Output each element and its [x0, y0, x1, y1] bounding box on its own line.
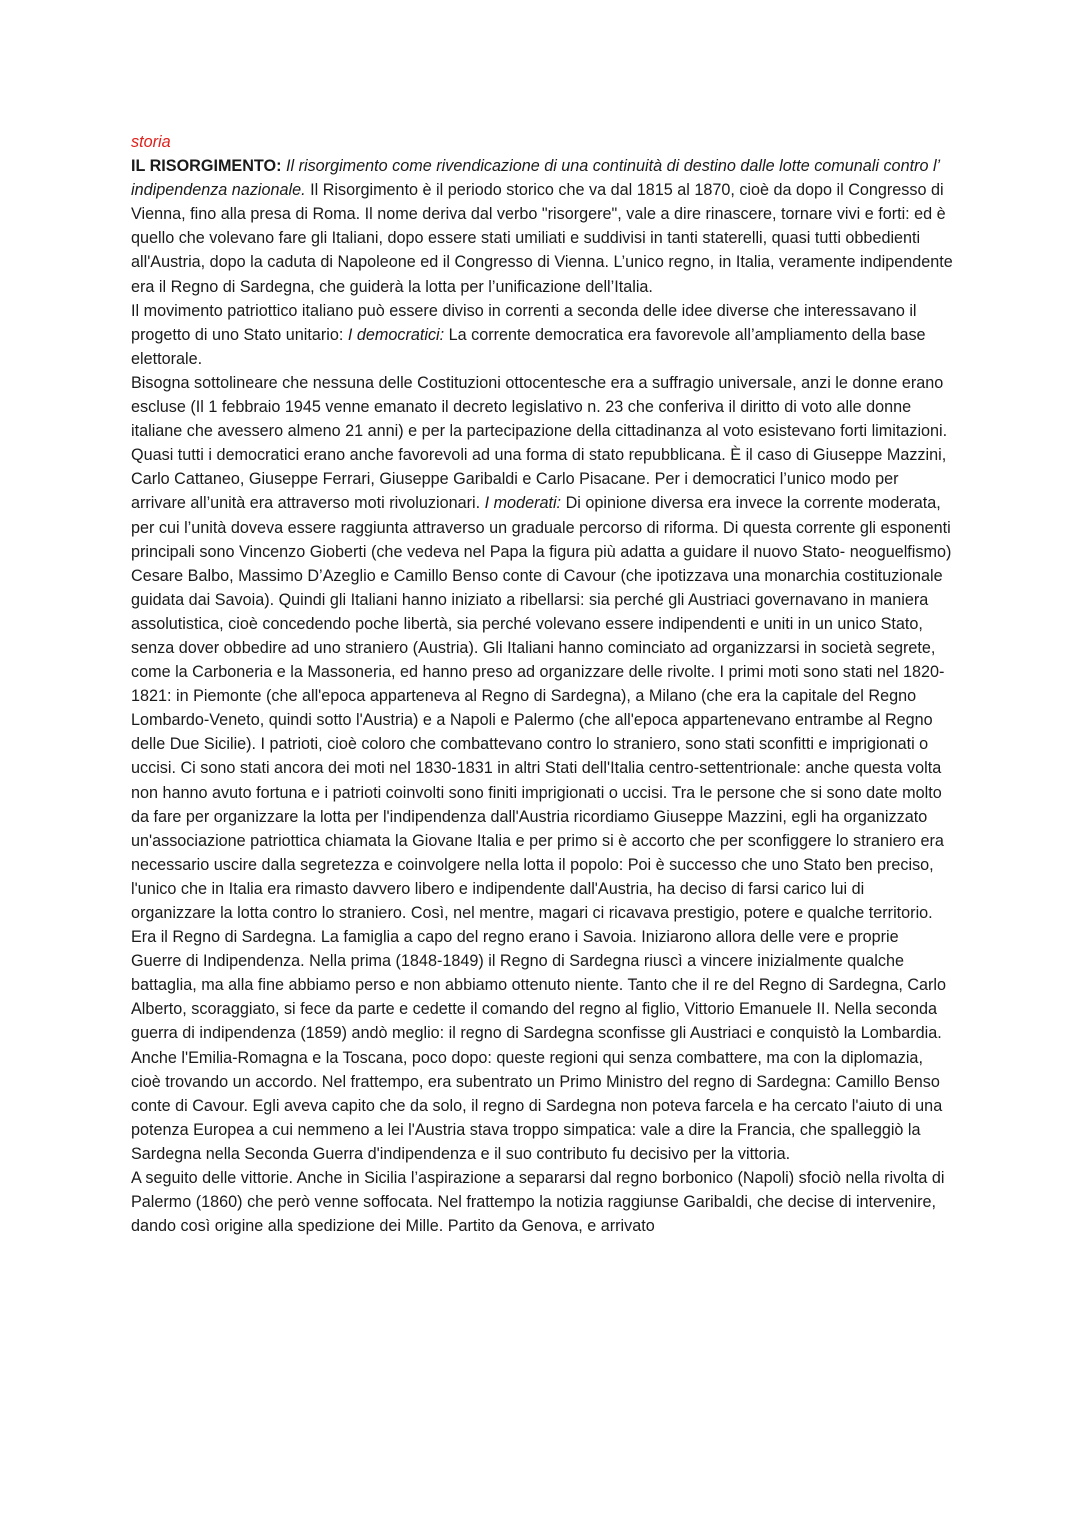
- paragraph-text: Il movimento patriottico italiano può essere diviso in correnti a seconda delle idee diverse che interessavano il progetto di uno Stato unitario:: [131, 301, 917, 344]
- paragraph-intro: [131, 154, 953, 299]
- paragraph-text: Bisogna sottolineare che nessuna delle Costituzioni ottocentesche era a suffragio universale, anzi le donne erano escluse (Il 1 febbraio 1945 venne emanato il decreto legislativo n. 23 che conferiva il diritto di voto alle donne italiane che avessero almeno 21 anni) e per la partecipazione della cittadinanza al voto esistevano forti limitazioni. Quasi tutti i democratici erano anche favorevoli ad una forma di stato repubblicana. È il caso di Giuseppe Mazzini, Carlo Cattaneo, Giuseppe Ferrari, Giuseppe Garibaldi e Carlo Pisacane. Per i democratici l’unico modo per arrivare all’unità era attraverso moti rivoluzionari.: [131, 373, 948, 513]
- term-democratici: I democratici:: [347, 325, 445, 344]
- term-moderati: I moderati:: [484, 494, 562, 513]
- paragraph-text: A seguito delle vittorie. Anche in Sicilia l’aspirazione a separarsi dal regno borbonico (Napoli) sfociò nella rivolta di Palermo (1860) che però venne soffocata. Nel frattempo la notizia raggiunse Garibaldi, che decise di intervenire, dando così origine alla spedizione dei Mille. Partito da Genova, e arrivato: [131, 1169, 945, 1236]
- paragraph-currents: [131, 299, 953, 371]
- section-subtitle: Il risorgimento come rivendicazione di una continuità di destino dalle lotte comunali contro l’ indipendenza nazionale.: [131, 157, 940, 200]
- paragraph-main: [131, 371, 953, 1166]
- paragraph-text: Il Risorgimento è il periodo storico che va dal 1815 al 1870, cioè da dopo il Congresso di Vienna, fino alla presa di Roma. Il nome deriva dal verbo "risorgere", vale a dire rinascere, tornare vivi e forti: ed è quello che volevano fare gli Italiani, dopo essere stati umiliati e suddivisi in tanti staterelli, quasi tutti obbedienti all'Austria, dopo la caduta di Napoleone ed il Congresso di Vienna. L’unico regno, in Italia, veramente indipendente era il Regno di Sardegna, che guiderà la lotta per l’unificazione dell’Italia.: [131, 181, 953, 296]
- document-body: [131, 130, 953, 1238]
- paragraph-text: Di opinione diversa era invece la corrente moderata, per cui l’unità doveva essere raggiunta attraverso un graduale percorso di riforma. Di questa corrente gli esponenti principali sono Vincenzo Gioberti (che vedeva nel Papa la figura più adatta a guidare il nuovo Stato- neoguelfismo) Cesare Balbo, Massimo D’Azeglio e Camillo Benso conte di Cavour (che ipotizzava una monarchia costituzionale guidata dai Savoia). Quindi gli Italiani hanno iniziato a ribellarsi: sia perché gli Austriaci governavano in maniera assolutistica, cioè concedendo poche libertà, sia perché volevano essere indipendenti e uniti in un unico Stato, senza dover obbedire ad uno straniero (Austria). Gli Italiani hanno cominciato ad organizzarsi in società segrete, come la Carboneria e la Massoneria, ed hanno preso ad organizzare delle rivolte. I primi moti sono stati nel 1820-1821: in Piemonte (che all'epoca apparteneva al Regno di Sardegna), a Milano (che era la capitale del Regno Lombardo-Veneto, quindi sotto l'Austria) e a Napoli e Palermo (che all'epoca appartenevano entrambe al Regno delle Due Sicilie). I patrioti, cioè coloro che combattevano contro lo straniero, sono stati sconfitti e imprigionati o uccisi. Ci sono stati ancora dei moti nel 1830-1831 in altri Stati dell'Italia centro-settentrionale: anche questa volta non hanno avuto fortuna e i patrioti coinvolti sono finiti imprigionati o uccisi. Tra le persone che si sono date molto da fare per organizzare la lotta per l'indipendenza dall'Austria ricordiamo Giuseppe Mazzini, egli ha organizzato un'associazione patriottica chiamata la Giovane Italia e per primo si è accorto che per sconfiggere lo straniero era necessario uscire dalla segretezza e coinvolgere nella lotta il popolo: Poi è successo che uno Stato ben preciso, l'unico che in Italia era rimasto davvero libero e indipendente dall'Austria, ha deciso di farsi carico lui di organizzare la lotta contro lo straniero. Così, nel mentre, magari ci ricavava prestigio, potere e qualche territorio. Era il Regno di Sardegna. La famiglia a capo del regno erano i Savoia. Iniziarono allora delle vere e proprie Guerre di Indipendenza. Nella prima (1848-1849) il Regno di Sardegna riuscì a vincere inizialmente qualche battaglia, ma alla fine abbiamo perso e non abbiamo ottenuto niente. Tanto che il re del Regno di Sardegna, Carlo Alberto, scoraggiato, si fece da parte e cedette il comando del regno al figlio, Vittorio Emanuele II. Nella seconda guerra di indipendenza (1859) andò meglio: il regno di Sardegna sconfisse gli Austriaci e conquistò la Lombardia. Anche l'Emilia-Romagna e la Toscana, poco dopo: queste regioni qui senza combattere, ma con la diplomazia, cioè trovando un accordo. Nel frattempo, era subentrato un Primo Ministro del regno di Sardegna: Camillo Benso conte di Cavour. Egli aveva capito che da solo, il regno di Sardegna non poteva farcela e ha cercato l'aiuto di una potenza Europea a cui nemmeno a lei l'Austria stava troppo simpatica: vale a dire la Francia, che spalleggiò la Sardegna nella Seconda Guerra d'indipendenza e il suo contributo fu decisivo per la vittoria.: [131, 494, 952, 1163]
- paragraph-sicily: [131, 1166, 953, 1238]
- paragraph-text: La corrente democratica era favorevole all’ampliamento della base elettorale.: [131, 325, 926, 368]
- section-heading: IL RISORGIMENTO:: [131, 157, 282, 176]
- subject-label: storia: [131, 133, 171, 151]
